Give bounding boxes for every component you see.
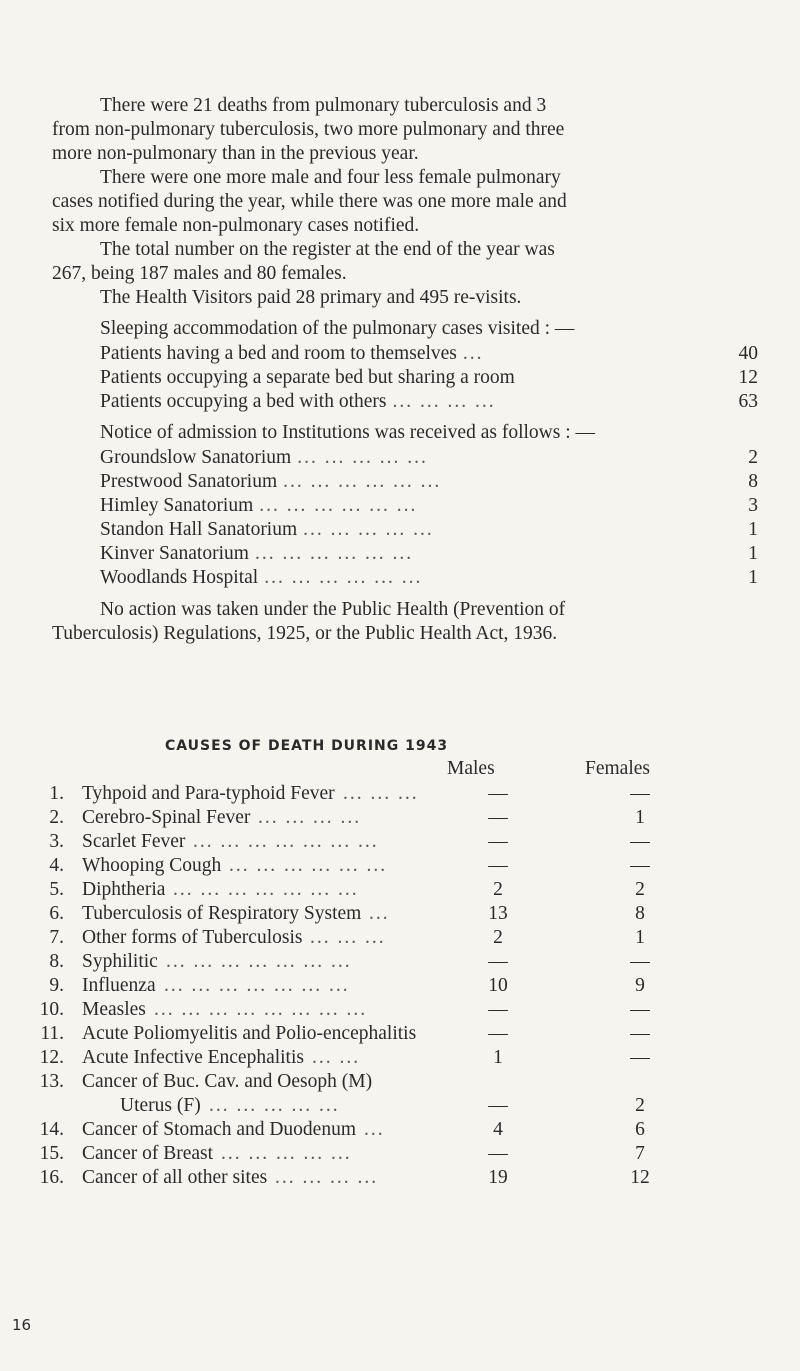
row-number: 9. bbox=[49, 975, 64, 996]
institution-row bbox=[100, 518, 758, 542]
cause-label: Cancer of Buc. Cav. and Oesoph (M) bbox=[82, 1071, 373, 1092]
cause-label: Acute Poliomyelitis and Polio-encephalitis bbox=[82, 1023, 417, 1044]
leader-dots: ... ... ... bbox=[310, 927, 386, 948]
leader-dots: ... ... ... ... bbox=[258, 807, 362, 828]
cause-label: Cancer of Breast bbox=[82, 1143, 214, 1164]
leader-dots: ... ... ... ... ... ... bbox=[254, 543, 414, 564]
males-value: — bbox=[488, 1095, 508, 1116]
cause-label: Influenza bbox=[82, 975, 156, 996]
row-label: Woodlands Hospital bbox=[100, 567, 259, 588]
cause-label: Diphtheria bbox=[82, 879, 166, 900]
text-line: six more female non-pulmonary cases notified. bbox=[52, 215, 420, 236]
males-value: — bbox=[488, 807, 508, 828]
leader-dots: ... ... ... bbox=[343, 783, 419, 804]
row-label: Groundslow Sanatorium bbox=[100, 447, 292, 468]
sleeping-row bbox=[100, 390, 758, 414]
text-line: The total number on the register at the end of the year was bbox=[100, 239, 555, 260]
leader-dots: ... ... ... ... ... bbox=[297, 447, 428, 468]
females-value: — bbox=[630, 831, 650, 852]
males-value: — bbox=[488, 999, 508, 1020]
leader-dots: ... ... ... ... bbox=[392, 391, 496, 412]
leader-dots: ... ... ... ... ... ... bbox=[283, 471, 442, 492]
row-number: 14. bbox=[39, 1119, 64, 1140]
leader-dots: ... ... ... ... ... ... ... bbox=[173, 879, 359, 900]
leader-dots: ... ... ... ... ... ... ... bbox=[193, 831, 379, 852]
sleeping-row bbox=[100, 366, 758, 390]
row-number: 4. bbox=[49, 855, 64, 876]
row-number: 7. bbox=[49, 927, 64, 948]
sleeping-row bbox=[100, 342, 758, 366]
leader-dots: ... ... ... ... ... bbox=[303, 519, 434, 540]
leader-dots: ... bbox=[462, 343, 484, 364]
table-row bbox=[20, 1118, 758, 1142]
row-number: 15. bbox=[39, 1143, 64, 1164]
page-number: 16 bbox=[12, 1316, 32, 1334]
row-label: Patients having a bed and room to themselves bbox=[100, 343, 457, 364]
cause-label: Uterus (F) bbox=[120, 1095, 201, 1116]
table-row bbox=[20, 926, 758, 950]
females-value: 12 bbox=[630, 1167, 650, 1188]
row-label: Himley Sanatorium bbox=[100, 495, 254, 516]
table-row bbox=[20, 806, 758, 830]
text-line: more non-pulmonary than in the previous year. bbox=[52, 143, 419, 164]
text-line: There were one more male and four less female pulmonary bbox=[100, 167, 561, 188]
males-value: — bbox=[488, 831, 508, 852]
institution-row bbox=[100, 446, 758, 470]
males-value: 2 bbox=[493, 927, 503, 948]
text-line: The Health Visitors paid 28 primary and 495 re-visits. bbox=[100, 287, 522, 308]
row-number: 6. bbox=[49, 903, 64, 924]
females-value: — bbox=[630, 1023, 650, 1044]
row-number: 8. bbox=[49, 951, 64, 972]
males-value: — bbox=[488, 855, 508, 876]
row-label: Prestwood Sanatorium bbox=[100, 471, 278, 492]
leader-dots: ... ... ... ... ... ... bbox=[259, 495, 418, 516]
cause-label: Tuberculosis of Respiratory System bbox=[82, 903, 362, 924]
leader-dots: ... bbox=[369, 903, 390, 924]
leader-dots: ... ... ... ... ... ... ... bbox=[164, 975, 350, 996]
cause-label: Other forms of Tuberculosis bbox=[82, 927, 303, 948]
institution-row bbox=[100, 566, 758, 590]
row-value: 1 bbox=[748, 519, 758, 540]
column-header-females: Females bbox=[585, 758, 650, 779]
cause-label: Scarlet Fever bbox=[82, 831, 186, 852]
table-row bbox=[20, 1070, 758, 1094]
paragraph-notified bbox=[52, 166, 758, 238]
table-row bbox=[20, 878, 758, 902]
females-value: — bbox=[630, 783, 650, 804]
column-header-males: Males bbox=[447, 758, 495, 779]
institution-row bbox=[100, 542, 758, 566]
row-number: 2. bbox=[49, 807, 64, 828]
females-value: 1 bbox=[635, 927, 645, 948]
table-row bbox=[20, 974, 758, 998]
table-row bbox=[20, 1046, 758, 1070]
row-value: 1 bbox=[748, 543, 758, 564]
females-value: 7 bbox=[635, 1143, 645, 1164]
males-value: 4 bbox=[493, 1119, 503, 1140]
females-value: 2 bbox=[635, 879, 645, 900]
females-value: — bbox=[630, 1047, 650, 1068]
females-value: 9 bbox=[635, 975, 645, 996]
females-value: 6 bbox=[635, 1119, 645, 1140]
row-number: 3. bbox=[49, 831, 64, 852]
females-value: 2 bbox=[635, 1095, 645, 1116]
leader-dots: ... ... ... ... ... bbox=[209, 1095, 340, 1116]
table-row bbox=[20, 950, 758, 974]
row-number: 10. bbox=[39, 999, 64, 1020]
row-value: 63 bbox=[738, 391, 758, 412]
table-row bbox=[20, 1094, 758, 1118]
row-value: 1 bbox=[748, 567, 758, 588]
sleeping-heading: Sleeping accommodation of the pulmonary cases visited : — bbox=[100, 318, 575, 339]
males-value: 19 bbox=[488, 1167, 508, 1188]
row-number: 11. bbox=[40, 1023, 64, 1044]
leader-dots: ... ... ... ... ... ... ... bbox=[166, 951, 352, 972]
table-row bbox=[20, 1166, 758, 1190]
leader-dots: ... bbox=[364, 1119, 385, 1140]
text-line: There were 21 deaths from pulmonary tuberculosis and 3 bbox=[100, 95, 547, 116]
row-number: 5. bbox=[49, 879, 64, 900]
cause-label: Cancer of Stomach and Duodenum bbox=[82, 1119, 357, 1140]
cause-label: Measles bbox=[82, 999, 146, 1020]
females-value: — bbox=[630, 951, 650, 972]
row-value: 8 bbox=[748, 471, 758, 492]
text-line: 267, being 187 males and 80 females. bbox=[52, 263, 347, 284]
leader-dots: ... ... bbox=[312, 1047, 361, 1068]
females-value: — bbox=[630, 855, 650, 876]
leader-dots: ... ... ... ... ... ... ... ... bbox=[154, 999, 368, 1020]
females-value: 1 bbox=[635, 807, 645, 828]
males-value: 1 bbox=[493, 1047, 503, 1068]
paragraph-no-action bbox=[52, 598, 758, 646]
text-line: cases notified during the year, while there was one more male and bbox=[52, 191, 567, 212]
row-value: 3 bbox=[748, 495, 758, 516]
females-value: 8 bbox=[635, 903, 645, 924]
males-value: — bbox=[488, 1143, 508, 1164]
institution-row bbox=[100, 470, 758, 494]
males-value: — bbox=[488, 1023, 508, 1044]
institutions-heading: Notice of admission to Institutions was received as follows : — bbox=[100, 422, 596, 443]
table-row bbox=[20, 782, 758, 806]
males-value: 10 bbox=[488, 975, 508, 996]
males-value: — bbox=[488, 783, 508, 804]
males-value: — bbox=[488, 951, 508, 972]
leader-dots: ... ... ... ... ... bbox=[221, 1143, 352, 1164]
cause-label: Tyhpoid and Para-typhoid Fever bbox=[82, 783, 335, 804]
row-number: 12. bbox=[39, 1047, 64, 1068]
row-number: 13. bbox=[39, 1071, 64, 1092]
cause-label: Acute Infective Encephalitis bbox=[82, 1047, 304, 1068]
table-row bbox=[20, 854, 758, 878]
table-row bbox=[20, 830, 758, 854]
paragraph-visits bbox=[52, 286, 758, 310]
row-number: 1. bbox=[49, 783, 64, 804]
paragraph-deaths bbox=[52, 94, 758, 166]
cause-label: Cancer of all other sites bbox=[82, 1167, 268, 1188]
cause-label: Syphilitic bbox=[82, 951, 158, 972]
leader-dots: ... ... ... ... bbox=[275, 1167, 379, 1188]
table-row bbox=[20, 998, 758, 1022]
females-value: — bbox=[630, 999, 650, 1020]
table-row bbox=[20, 1142, 758, 1166]
table-row bbox=[20, 902, 758, 926]
cause-label: Whooping Cough bbox=[82, 855, 222, 876]
row-label: Standon Hall Sanatorium bbox=[100, 519, 298, 540]
paragraph-register bbox=[52, 238, 758, 286]
text-line: from non-pulmonary tuberculosis, two more pulmonary and three bbox=[52, 119, 565, 140]
table-row bbox=[20, 1022, 758, 1046]
text-line: Tuberculosis) Regulations, 1925, or the Public Health Act, 1936. bbox=[52, 623, 558, 644]
row-number: 16. bbox=[39, 1167, 64, 1188]
cause-label: Cerebro-Spinal Fever bbox=[82, 807, 251, 828]
institution-row bbox=[100, 494, 758, 518]
row-label: Patients occupying a bed with others bbox=[100, 391, 387, 412]
row-value: 40 bbox=[738, 343, 758, 364]
row-value: 2 bbox=[748, 447, 758, 468]
males-value: 2 bbox=[493, 879, 503, 900]
row-label: Kinver Sanatorium bbox=[100, 543, 249, 564]
table-caption: CAUSES OF DEATH DURING 1943 bbox=[165, 738, 449, 754]
males-value: 13 bbox=[488, 903, 508, 924]
text-line: No action was taken under the Public Health (Prevention of bbox=[100, 599, 566, 620]
row-value: 12 bbox=[738, 367, 758, 388]
leader-dots: ... ... ... ... ... ... bbox=[229, 855, 388, 876]
leader-dots: ... ... ... ... ... ... bbox=[264, 567, 423, 588]
row-label: Patients occupying a separate bed but sharing a room bbox=[100, 367, 515, 388]
